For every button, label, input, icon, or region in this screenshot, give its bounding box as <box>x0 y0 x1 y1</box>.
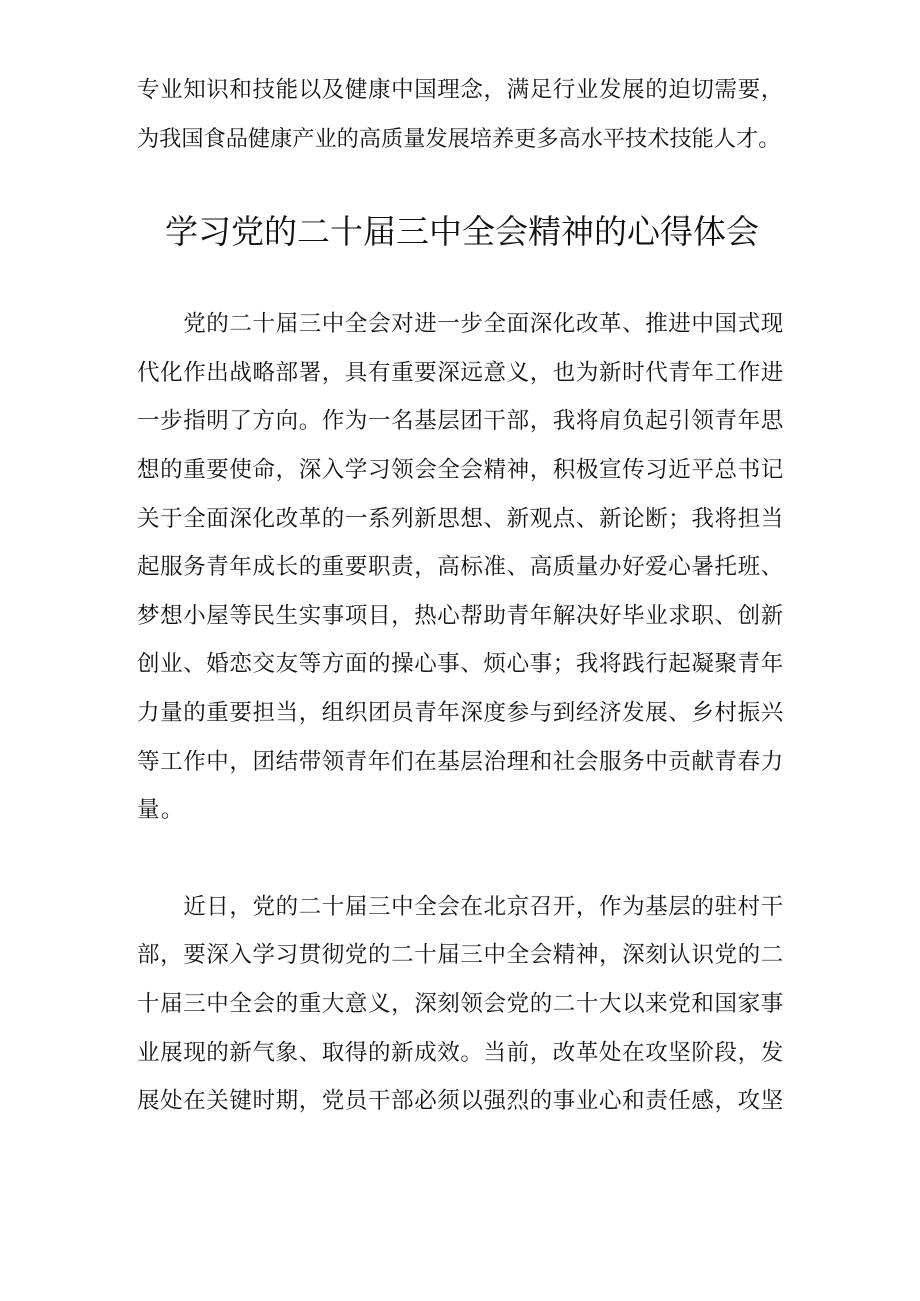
document-title: 学习党的二十届三中全会精神的心得体会 <box>165 212 759 252</box>
text-line: 等工作中，团结带领青年们在基层治理和社会服务中贡献青春力 <box>137 748 784 775</box>
text-line: 专业知识和技能以及健康中国理念，满足行业发展的迫切需要， <box>137 77 784 103</box>
text-line: 创业、婚恋交友等方面的操心事、烦心事；我将践行起凝聚青年 <box>137 651 784 678</box>
text-line: 部，要深入学习贯彻党的二十届三中全会精神，深刻认识党的二 <box>137 942 784 969</box>
paragraph-2 <box>137 883 787 1126</box>
text-line: 为我国食品健康产业的高质量发展培养更多高水平技术技能人才。 <box>137 125 781 152</box>
intro-paragraph <box>137 66 787 163</box>
text-line: 十届三中全会的重大意义，深刻领会党的二十大以来党和国家事 <box>137 990 784 1017</box>
document-page <box>137 66 787 1126</box>
text-line: 力量的重要担当，组织团员青年深度参与到经济发展、乡村振兴 <box>137 699 784 726</box>
text-line: 展处在关键时期，党员干部必须以强烈的事业心和责任感，攻坚 <box>137 1088 784 1115</box>
text-line: 党的二十届三中全会对进一步全面深化改革、推进中国式现 <box>137 311 784 338</box>
paragraph-1 <box>137 300 787 835</box>
text-line: 起服务青年成长的重要职责，高标准、高质量办好爱心暑托班、 <box>137 554 784 581</box>
text-line: 梦想小屋等民生实事项目，热心帮助青年解决好毕业求职、创新 <box>137 602 784 629</box>
text-line: 近日，党的二十届三中全会在北京召开，作为基层的驻村干 <box>137 893 784 920</box>
text-line: 代化作出战略部署，具有重要深远意义，也为新时代青年工作进 <box>137 359 784 386</box>
text-line: 一步指明了方向。作为一名基层团干部，我将肩负起引领青年思 <box>137 408 784 435</box>
text-line: 关于全面深化改革的一系列新思想、新观点、新论断；我将担当 <box>137 505 784 532</box>
text-line: 业展现的新气象、取得的新成效。当前，改革处在攻坚阶段，发 <box>137 1039 784 1066</box>
text-line: 量。 <box>137 797 185 824</box>
text-line: 想的重要使命，深入学习领会全会精神，积极宣传习近平总书记 <box>137 456 784 483</box>
